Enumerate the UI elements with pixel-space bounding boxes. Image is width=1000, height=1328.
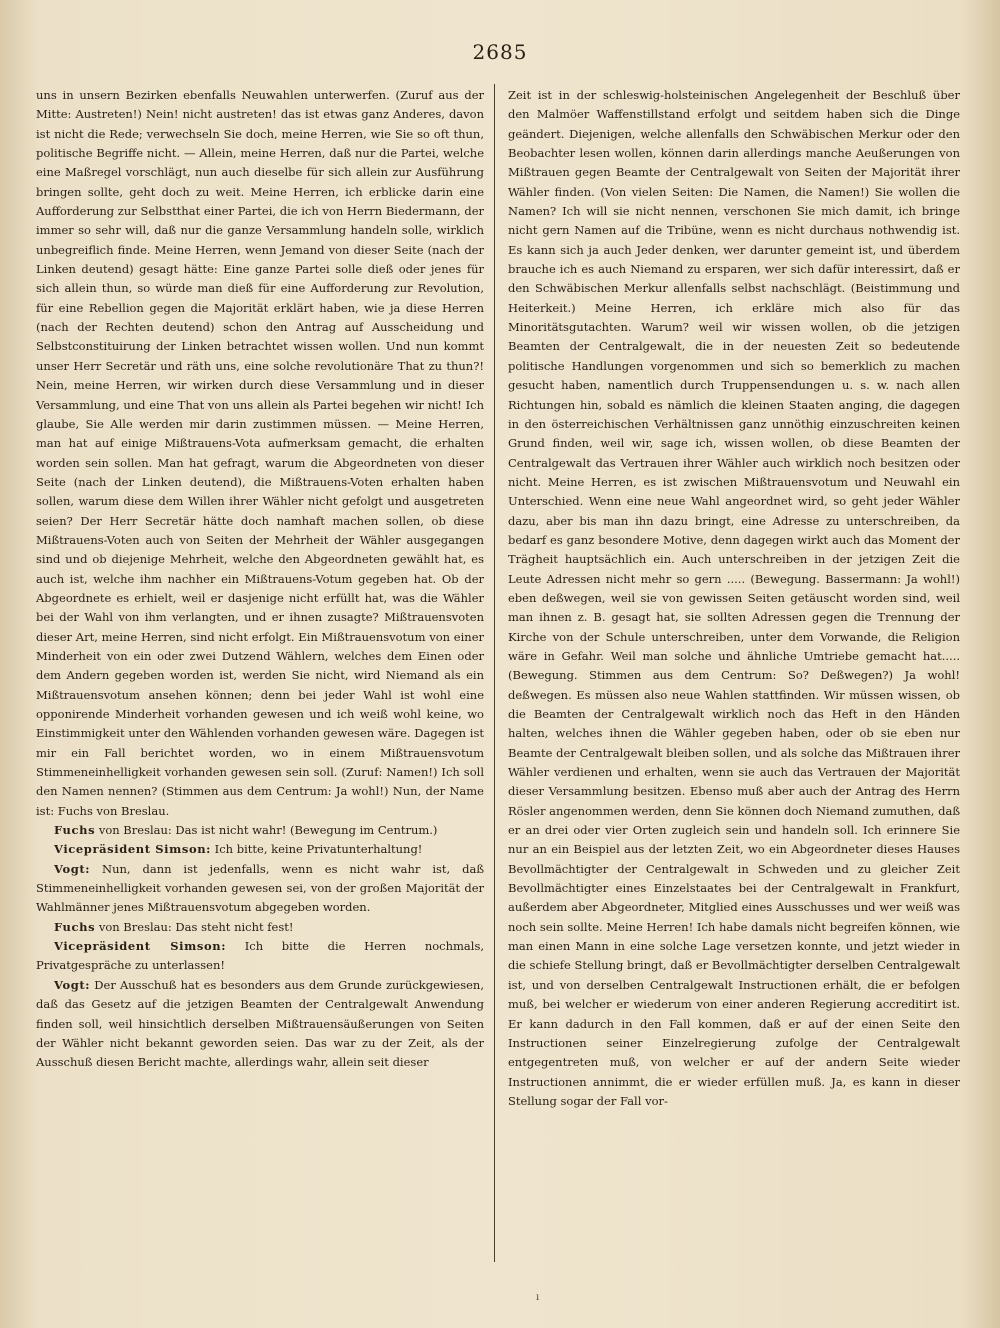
right-column (508, 86, 960, 1266)
speaker-name: Vogt: (54, 977, 91, 992)
paragraph (36, 86, 484, 821)
left-column (36, 86, 484, 1266)
paragraph (508, 86, 960, 1111)
paragraph-text: Nun, dann ist jedenfalls, wenn es nicht wahr ist, daß Stimmeneinhelligkeit vorhanden gewesen sei, von der großen Majorität der Wahlmänner jenes Mißtrauensvotum abgegeben worden. (36, 861, 484, 915)
paragraph (36, 840, 484, 859)
paragraph-text: uns in unsern Bezirken ebenfalls Neuwahlen unterwerfen. (Zuruf aus der Mitte: Austreten!) Nein! nicht austreten! das ist etwas ganz Anderes, davon ist nicht die Rede; verwechseln Sie doch, meine Herren, wie Sie so oft thun, politische Begriffe nicht. — Allein, meine Herren, daß nur die Partei, welche eine Maßregel vorschlägt, nun auch dieselbe für sich allein zur Ausführung bringen sollte, geht doch zu weit. Meine Herren, ich erblicke darin eine Aufforderung zur Selbstthat einer Partei, die ich von Herrn Biedermann, der immer so sehr will, daß nur die ganze Versammlung handeln solle, wirklich unbegreiflich finde. Meine Herren, wenn Jemand von dieser Seite (nach der Linken deutend) gesagt hätte: Eine ganze Partei solle dieß oder jenes für sich allein thun, so würde man dieß für eine Aufforderung zur Revolution, für eine Rebellion gegen die Majorität erklärt haben, wie ja diese Herren (nach der Rechten deutend) schon den Antrag auf Ausscheidung und Selbstconstituirung der Linken betrachtet wissen wollen. Und nun kommt unser Herr Secretär und räth uns, eine solche revolutionäre That zu thun?! Nein, meine Herren, wir wirken durch diese Versammlung und in dieser Versammlung, und eine That von uns allein als Partei begehen wir nicht! Ich glaube, Sie Alle werden mir darin zustimmen müssen. — Meine Herren, man hat auf einige Mißtrauens-Vota aufmerksam gemacht, die erhalten worden sein sollen. Man hat gefragt, warum die Abgeordneten von dieser Seite (nach der Linken deutend), die Mißtrauens-Voten erhalten haben sollen, warum diese dem Willen ihrer Wähler nicht gefolgt und ausgetreten seien? Der Herr Secretär hätte doch namhaft machen sollen, ob diese Mißtrauens-Voten auch von Seiten der Mehrheit der Wähler ausgegangen sind und ob diejenige Mehrheit, welche den Abgeordneten gewählt hat, es auch ist, welche ihm nachher ein Mißtrauens-Votum gegeben hat. Ob der Abgeordnete es erhielt, weil er dasjenige nicht erfüllt hat, was die Wähler bei der Wahl von ihm verlangten, und er ihnen zusagte? Mißtrauensvoten dieser Art, meine Herren, sind nicht erfolgt. Ein Mißtrauensvotum von einer Minderheit von ein oder zwei Dutzend Wählern, welches dem Einen oder dem Andern gegeben worden ist, werden Sie nicht, wird Niemand als ein Mißtrauensvotum ansehen können; denn bei jeder Wahl ist wohl eine opponirende Minderheit vorhanden gewesen und ich weiß wohl keine, wo Einstimmigkeit unter den Wählenden vorhanden gewesen wäre. Dagegen ist mir ein Fall berichtet worden, wo in einem Mißtrauensvotum Stimmeneinhelligkeit vorhanden gewesen sein soll. (Zuruf: Namen!) Ich soll den Namen nennen? (Stimmen aus dem Centrum: Ja wohl!) Nun, der Name ist: Fuchs von Breslau. (36, 88, 484, 818)
paragraph-text: Ich bitte die Herren nochmals, Privatgespräche zu unterlassen! (36, 939, 484, 973)
page-number: 2685 (472, 40, 528, 64)
paragraph (36, 937, 484, 976)
speaker-name: Vicepräsident Simson: (54, 939, 227, 954)
column-divider (494, 84, 495, 1262)
paragraph-text: Der Ausschuß hat es besonders aus dem Grunde zurückgewiesen, daß das Gesetz auf die jetzigen Beamten der Centralgewalt Anwendung finden soll, weil hinsichtlich derselben Mißtrauensäußerungen von Seiten der Wähler nicht bekannt geworden seien. Das war zu der Zeit, als der Ausschuß diesen Bericht machte, allerdings wahr, allein seit dieser (36, 977, 484, 1070)
paragraph (36, 860, 484, 918)
paragraph (36, 821, 484, 840)
paragraph-text: Zeit ist in der schleswig-holsteinischen Angelegenheit der Beschluß über den Malmöer Waffenstillstand erfolgt und seitdem haben sich die Dinge geändert. Diejenigen, welche allenfalls den Schwäbischen Merkur oder den Beobachter lesen wollen, können darin allerdings manche Aeußerungen von Mißtrauen gegen Beamte der Centralgewalt von Seiten der Majorität ihrer Wähler finden. (Von vielen Seiten: Die Namen, die Namen!) Sie wollen die Namen? Ich will sie nicht nennen, verschonen Sie mich damit, ich bringe nicht gern Namen auf die Tribüne, wenn es nicht durchaus nothwendig ist. Es kann sich ja auch Jeder denken, wer darunter gemeint ist, und überdem brauche ich es auch Niemand zu ersparen, wer sich dafür interessirt, daß er den Schwäbischen Merkur allenfalls selbst nachschlägt. (Beistimmung und Heiterkeit.) Meine Herren, ich erkläre mich also für das Minoritätsgutachten. Warum? weil wir wissen wollen, ob die jetzigen Beamten der Centralgewalt, die in der neuesten Zeit so bedeutende politische Handlungen vorgenommen und sich so bemerklich zu machen gesucht haben, namentlich durch Truppensendungen u. s. w. nach allen Richtungen hin, sobald es nämlich die kleinen Staaten anging, die dagegen in den österreichischen Verhältnissen ganz unnöthig einzuschreiten keinen Grund finden, weil wir, sage ich, wissen wollen, ob diese Beamten der Centralgewalt das Vertrauen ihrer Wähler auch wirklich noch besitzen oder nicht. Meine Herren, es ist zwischen Mißtrauensvotum und Neuwahl ein Unterschied. Wenn eine neue Wahl angeordnet wird, so geht jeder Wähler dazu, aber bis man ihn dazu bringt, eine Adresse zu unterschreiben, da bedarf es ganz besondere Motive, denn dagegen wirkt auch das Moment der Trägheit hauptsächlich ein. Auch unterschreiben in der jetzigen Zeit die Leute Adressen nicht mehr so gern ..... (Bewegung. Bassermann: Ja wohl!) eben deßwegen, weil sie von gewissen Seiten getäuscht worden sind, weil man ihnen z. B. gesagt hat, sie sollten Adressen gegen die Trennung der Kirche von der Schule unterschreiben, unter dem Vorwande, die Religion wäre in Gefahr. Weil man solche und ähnliche Umtriebe gemacht hat..... (Bewegung. Stimmen aus dem Centrum: So? Deßwegen?) Ja wohl! deßwegen. Es müssen also neue Wahlen stattfinden. Wir müssen wissen, ob die Beamten der Centralgewalt wirklich noch das Heft in den Händen halten, welches ihnen die Wähler gegeben haben, oder ob sie eben nur Beamte der Centralgewalt bleiben sollen, und als solche das Mißtrauen ihrer Wähler verdienen und erhalten, wenn sie auch das Vertrauen der Majorität dieser Versammlung besitzen. Ebenso muß aber auch der Antrag des Herrn Rösler angenommen werden, denn Sie können doch Niemand zumuthen, daß er an drei oder vier Orten zugleich sein und handeln soll. Ich erinnere Sie nur an ein Beispiel aus der letzten Zeit, wo ein Abgeordneter dieses Hauses Bevollmächtigter der Centralgewalt in Schweden und zu gleicher Zeit Bevollmächtigter eines Einzelstaates bei der Centralgewalt in Frankfurt, außerdem aber Abgeordneter, Mitglied eines Ausschusses und wer weiß was noch sein sollte. Meine Herren! Ich habe damals nicht begreifen können, wie man einen Mann in eine solche Lage versetzen konnte, und jetzt wieder in die schiefe Stellung bringt, daß er Bevollmächtigter derselben Centralgewalt ist, und von derselben Centralgewalt Instructionen erhält, die er befolgen muß, bei welcher er wiederum von einer anderen Regierung accreditirt ist. Er kann dadurch in den Fall kommen, daß er auf der einen Seite den Instructionen seiner Einzelregierung zufolge der Centralgewalt entgegentreten muß, von welcher er auf der andern Seite wieder Instructionen annimmt, die er wieder erfüllen muß. Ja, es kann in dieser Stellung sogar der Fall vor- (508, 88, 960, 1108)
paragraph-text: von Breslau: Das ist nicht wahr! (Bewegung im Centrum.) (95, 823, 438, 838)
paragraph (36, 918, 484, 937)
paragraph-text: von Breslau: Das steht nicht fest! (95, 919, 294, 934)
speaker-name: Vogt: (54, 861, 91, 876)
speaker-name: Vicepräsident Simson: (54, 842, 212, 857)
footer-mark: ı (536, 1292, 540, 1303)
speaker-name: Fuchs (54, 823, 96, 838)
paragraph (36, 976, 484, 1073)
paragraph-text: Ich bitte, keine Privatunterhaltung! (211, 842, 423, 857)
speaker-name: Fuchs (54, 919, 96, 934)
